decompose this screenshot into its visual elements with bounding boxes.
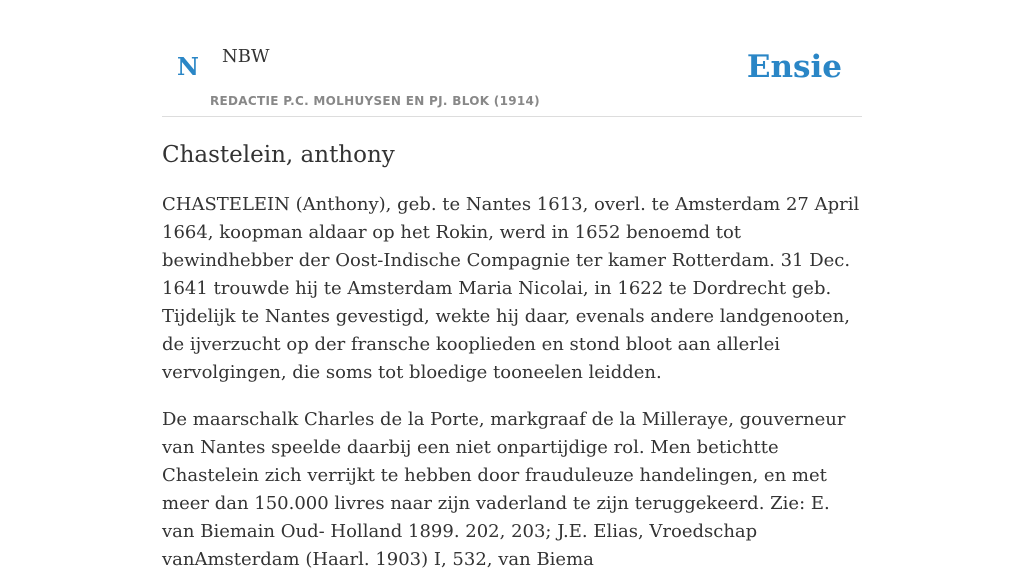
source-header	[162, 0, 862, 117]
source-subtitle: REDACTIE P.C. MOLHUYSEN EN PJ. BLOK (1914)	[210, 94, 540, 108]
source-title[interactable]: NBW	[222, 46, 270, 67]
article-paragraph: CHASTELEIN (Anthony), geb. te Nantes 1613, overl. te Amsterdam 27 April 1664, koopman aldaar op het Rokin, werd in 1652 benoemd tot bewindhebber der Oost-Indische Compagnie ter kamer Rotterdam. 31 Dec. 1641 trouwde hij te Amsterdam Maria Nicolai, in 1622 te Dordrecht geb. Tijdelijk te Nantes gevestigd, wekte hij daar, evenals andere landgenooten, de ijverzucht op der fransche kooplieden en stond bloot aan allerlei vervolgingen, die soms tot bloedige tooneelen leidden.	[162, 193, 860, 383]
brand-logo[interactable]: Ensie	[746, 49, 842, 85]
page	[162, 0, 862, 574]
article-paragraph: De maarschalk Charles de la Porte, markgraaf de la Milleraye, gouverneur van Nantes speelde daarbij een niet onpartijdige rol. Men betichtte Chastelein zich verrijkt te hebben door frauduleuze handelingen, en met meer dan 150.000 livres naar zijn vaderland te zijn teruggekeerd. Zie: E. van Biemain Oud- Holland 1899. 202, 203; J.E. Elias, Vroedschap vanAmsterdam (Haarl. 1903) I, 532, van Biema	[162, 408, 846, 570]
source-logo[interactable]: N	[177, 52, 199, 81]
article-title: Chastelein, anthony	[162, 142, 395, 168]
